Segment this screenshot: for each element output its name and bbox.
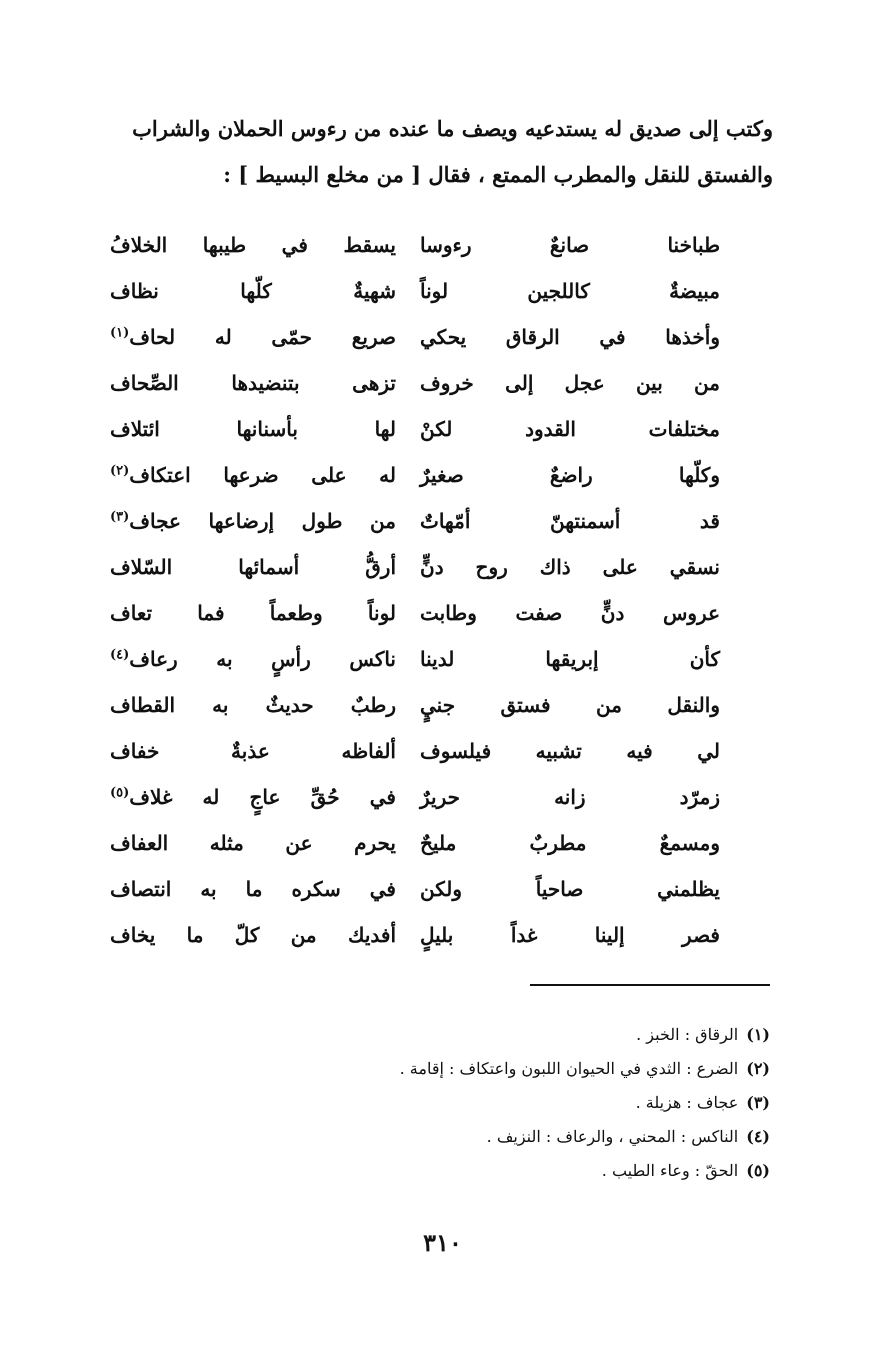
footnote-marker: (٤) <box>110 647 130 663</box>
hemistich-text: لوناً وطعماً فما تعاف <box>110 601 396 625</box>
page-number: ٣١٠ <box>423 1228 462 1257</box>
hemistich-text: ناكس رأسٍ به رعاف <box>129 647 396 671</box>
footnote-divider <box>530 984 770 986</box>
verse-second-hemistich <box>110 279 396 303</box>
hemistich-text: له على ضرعها اعتكاف <box>129 463 396 487</box>
verse-second-hemistich <box>110 647 396 671</box>
verse <box>110 820 720 866</box>
verse <box>110 314 720 360</box>
verse <box>110 636 720 682</box>
verse <box>110 452 720 498</box>
hemistich-text: رطبٌ حديثٌ به القطاف <box>110 693 396 717</box>
footnote-text: الحقّ : وعاء الطيب . <box>601 1161 739 1180</box>
verse <box>110 360 720 406</box>
verse-second-hemistich <box>110 371 396 395</box>
footnote <box>120 1154 770 1188</box>
hemistich-text: صريع حمّى له لحاف <box>129 325 396 349</box>
footnote <box>120 1018 770 1052</box>
verse <box>110 406 720 452</box>
verse-first-hemistich: وأخذها في الرقاق يحكي <box>420 325 720 349</box>
verse-second-hemistich <box>110 417 396 441</box>
footnote-number: (٢) <box>746 1059 770 1078</box>
footnote-text: الضرع : الثدي في الحيوان اللبون واعتكاف : إقامة . <box>399 1059 739 1078</box>
verse-second-hemistich <box>110 601 396 625</box>
footnote-text: عجاف : هزيلة . <box>635 1093 739 1112</box>
footnote-text: الرقاق : الخبز . <box>636 1025 739 1044</box>
verse <box>110 498 720 544</box>
verse <box>110 866 720 912</box>
hemistich-text: شهيةٌ كلّها نظاف <box>110 279 396 303</box>
footnote-text: الناكس : المحني ، والرعاف : النزيف . <box>486 1127 739 1146</box>
footnotes <box>120 1018 770 1188</box>
hemistich-text: من طول إرضاعها عجاف <box>129 509 396 533</box>
verse <box>110 590 720 636</box>
hemistich-text: أرقُّ أسمائها السّلاف <box>110 555 396 579</box>
verse-second-hemistich <box>110 325 396 349</box>
footnote <box>120 1052 770 1086</box>
hemistich-text: في حُقِّ عاجٍ له غلاف <box>129 785 396 809</box>
hemistich-text: أفديك من كلّ ما يخاف <box>110 923 396 947</box>
verse-first-hemistich: ومسمعٌ مطربٌ مليحٌ <box>420 831 720 855</box>
verse <box>110 222 720 268</box>
verse-first-hemistich: يظلمني صاحياً ولكن <box>420 877 720 901</box>
verse-first-hemistich: قد أسمنتهنّ أمّهاتٌ <box>420 509 720 533</box>
hemistich-text: في سكره ما به انتصاف <box>110 877 396 901</box>
footnote-marker: (٥) <box>110 785 130 801</box>
verse-first-hemistich: نسقي على ذاك روح دنٍّ <box>420 555 720 579</box>
verse-first-hemistich: كأن إبريقها لدينا <box>420 647 720 671</box>
verse-first-hemistich: فصر إلينا غداً بليلٍ <box>420 923 720 947</box>
verse-first-hemistich: مختلفات القدود لكنْ <box>420 417 720 441</box>
verse <box>110 544 720 590</box>
verse <box>110 682 720 728</box>
poem <box>110 222 720 958</box>
footnote <box>120 1086 770 1120</box>
hemistich-text: ألفاظه عذبةٌ خفاف <box>110 739 396 763</box>
verse-second-hemistich <box>110 831 396 855</box>
verse-first-hemistich: زمرّد زانه حريرٌ <box>420 785 720 809</box>
intro-line-1: وكتب إلى صديق له يستدعيه ويصف ما عنده من رءوس الحملان والشراب <box>132 116 773 141</box>
verse-first-hemistich: عروس دنٍّ صفت وطابت <box>420 601 720 625</box>
verse-second-hemistich <box>110 877 396 901</box>
footnote <box>120 1120 770 1154</box>
verse-second-hemistich <box>110 509 396 533</box>
verse-first-hemistich: لي فيه تشبيه فيلسوف <box>420 739 720 763</box>
hemistich-text: يحرم عن مثله العفاف <box>110 831 396 855</box>
footnote-marker: (١) <box>110 325 130 341</box>
footnote-number: (٤) <box>746 1127 770 1146</box>
intro-line-2: والفستق للنقل والمطرب الممتع ، فقال [ من مخلع البسيط ] : <box>223 162 773 187</box>
intro-paragraph <box>63 106 773 198</box>
verse-second-hemistich <box>110 693 396 717</box>
verse-second-hemistich <box>110 785 396 809</box>
verse-first-hemistich: من بين عجل إلى خروف <box>420 371 720 395</box>
footnote-number: (٥) <box>746 1161 770 1180</box>
footnote-marker: (٢) <box>110 463 130 479</box>
hemistich-text: تزهى بتنضيدها الصِّحاف <box>110 371 396 395</box>
verse-first-hemistich: طباخنا صانعٌ رءوسا <box>420 233 720 257</box>
verse-first-hemistich: والنقل من فستق جنيٍ <box>420 693 720 717</box>
hemistich-text: لها بأسنانها ائتلاف <box>110 417 396 441</box>
verse-second-hemistich <box>110 233 396 257</box>
footnote-number: (٣) <box>746 1093 770 1112</box>
verse <box>110 774 720 820</box>
verse-second-hemistich <box>110 463 396 487</box>
hemistich-text: يسقط في طيبها الخلافُ <box>110 233 396 257</box>
footnote-number: (١) <box>746 1025 770 1044</box>
verse-second-hemistich <box>110 923 396 947</box>
verse-second-hemistich <box>110 555 396 579</box>
verse <box>110 728 720 774</box>
footnote-marker: (٣) <box>110 509 130 525</box>
verse <box>110 912 720 958</box>
verse <box>110 268 720 314</box>
verse-first-hemistich: مبيضةٌ كاللجين لوناً <box>420 279 720 303</box>
verse-first-hemistich: وكلّها راضعٌ صغيرٌ <box>420 463 720 487</box>
verse-second-hemistich <box>110 739 396 763</box>
